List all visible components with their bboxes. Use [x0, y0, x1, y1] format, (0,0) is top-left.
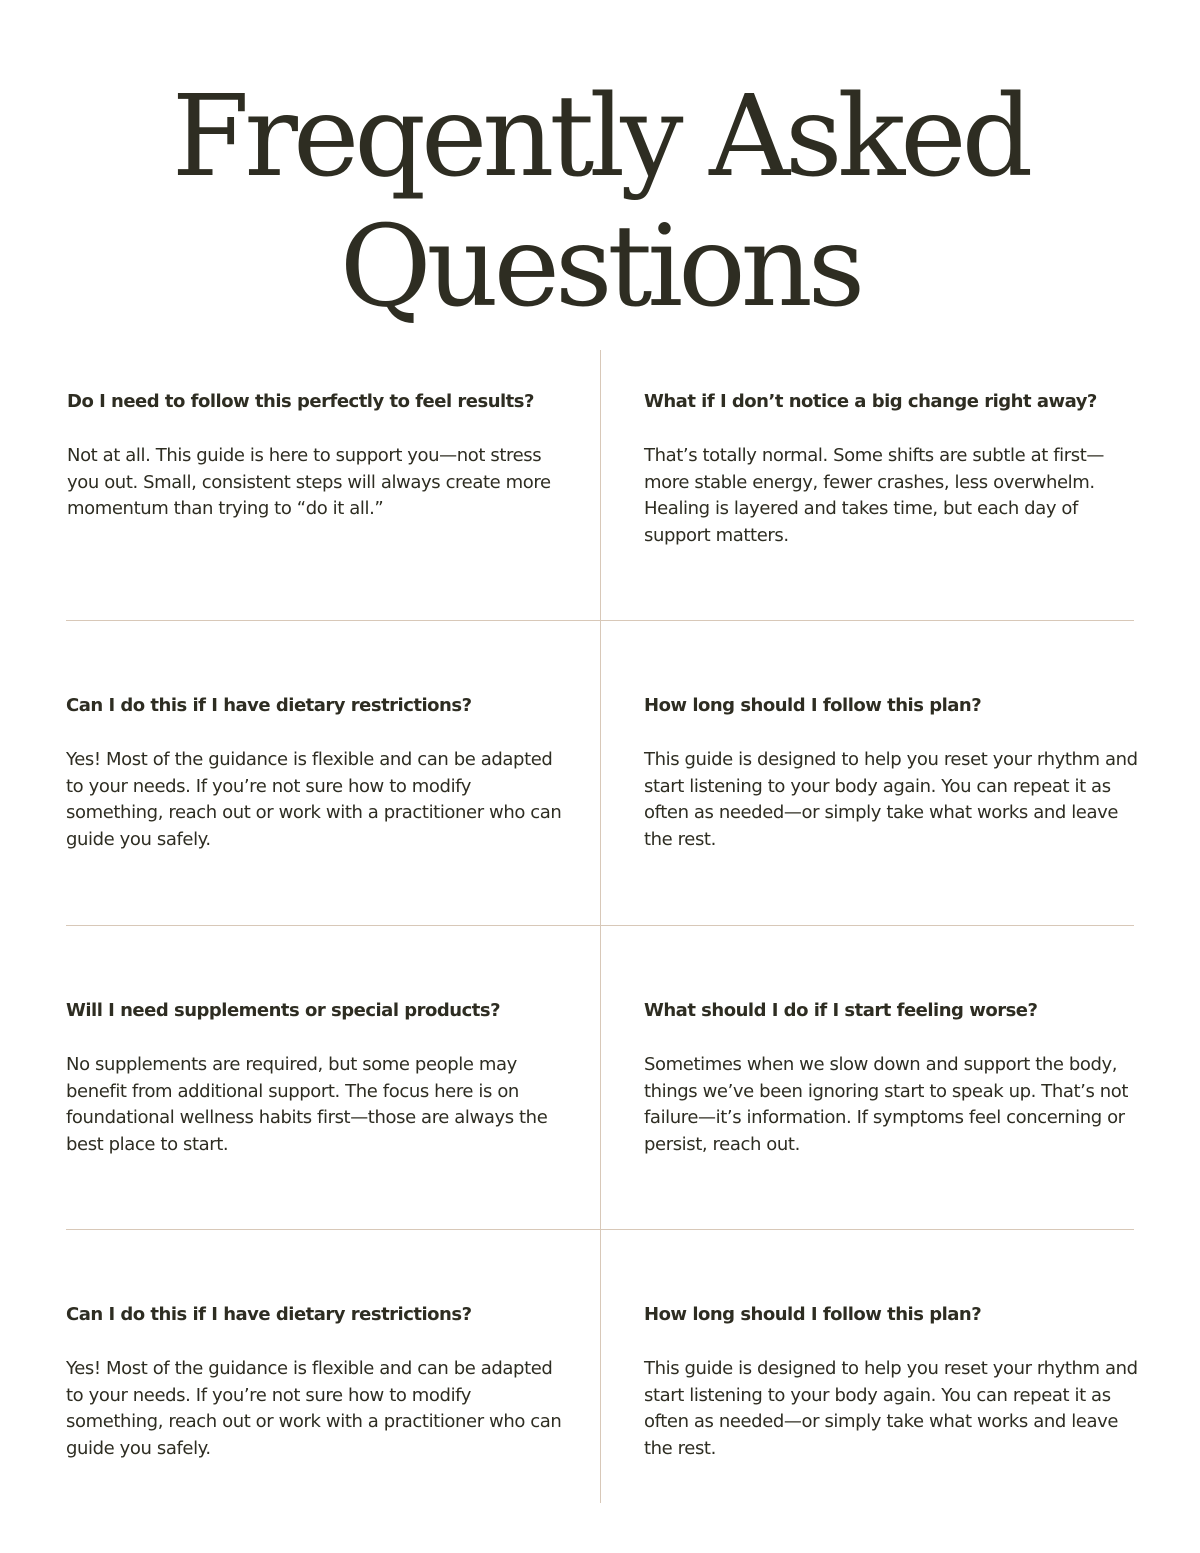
- faq-item: [66, 694, 566, 853]
- faq-item: [644, 1303, 1144, 1462]
- faq-item: [66, 999, 566, 1158]
- faq-item: [644, 999, 1144, 1158]
- row-divider: [66, 620, 1134, 621]
- faq-item: [644, 390, 1144, 549]
- faq-question: What if I don’t notice a big change right away?: [644, 391, 1097, 412]
- column-divider: [600, 350, 601, 1503]
- faq-question: How long should I follow this plan?: [644, 695, 982, 716]
- faq-item: [644, 694, 1144, 853]
- faq-question: How long should I follow this plan?: [644, 1304, 982, 1325]
- faq-answer: That’s totally normal. Some shifts are subtle at first—more stable energy, fewer crashes, less overwhelm. Healing is layered and takes time, but each day of support matters.: [644, 445, 1104, 546]
- page-title-line-1: Freqently Asked: [171, 72, 1029, 202]
- faq-question: Do I need to follow this perfectly to feel results?: [67, 391, 534, 412]
- faq-question: Can I do this if I have dietary restrictions?: [66, 1304, 472, 1325]
- page-title: [0, 72, 1200, 332]
- faq-answer: Sometimes when we slow down and support the body, things we’ve been ignoring start to speak up. That’s not failure—it’s information. If symptoms feel concerning or persist, reach out.: [644, 1054, 1129, 1155]
- faq-answer: This guide is designed to help you reset your rhythm and start listening to your body again. You can repeat it as often as needed—or simply take what works and leave the rest.: [644, 749, 1138, 850]
- row-divider: [66, 1229, 1134, 1230]
- faq-answer: Yes! Most of the guidance is flexible and can be adapted to your needs. If you’re not sure how to modify something, reach out or work with a practitioner who can guide you safely.: [66, 1358, 562, 1459]
- faq-answer: This guide is designed to help you reset your rhythm and start listening to your body again. You can repeat it as often as needed—or simply take what works and leave the rest.: [644, 1358, 1138, 1459]
- faq-answer: Not at all. This guide is here to support you—not stress you out. Small, consistent steps will always create more momentum than trying to “do it all.”: [67, 445, 551, 519]
- faq-answer: No supplements are required, but some people may benefit from additional support. The focus here is on foundational wellness habits first—those are always the best place to start.: [66, 1054, 548, 1155]
- faq-answer: Yes! Most of the guidance is flexible and can be adapted to your needs. If you’re not sure how to modify something, reach out or work with a practitioner who can guide you safely.: [66, 749, 562, 850]
- row-divider: [66, 925, 1134, 926]
- faq-question: What should I do if I start feeling worse?: [644, 1000, 1038, 1021]
- faq-question: Can I do this if I have dietary restrictions?: [66, 695, 472, 716]
- faq-item: [67, 390, 567, 523]
- faq-question: Will I need supplements or special products?: [66, 1000, 501, 1021]
- faq-item: [66, 1303, 566, 1462]
- page-title-line-2: Questions: [339, 202, 861, 332]
